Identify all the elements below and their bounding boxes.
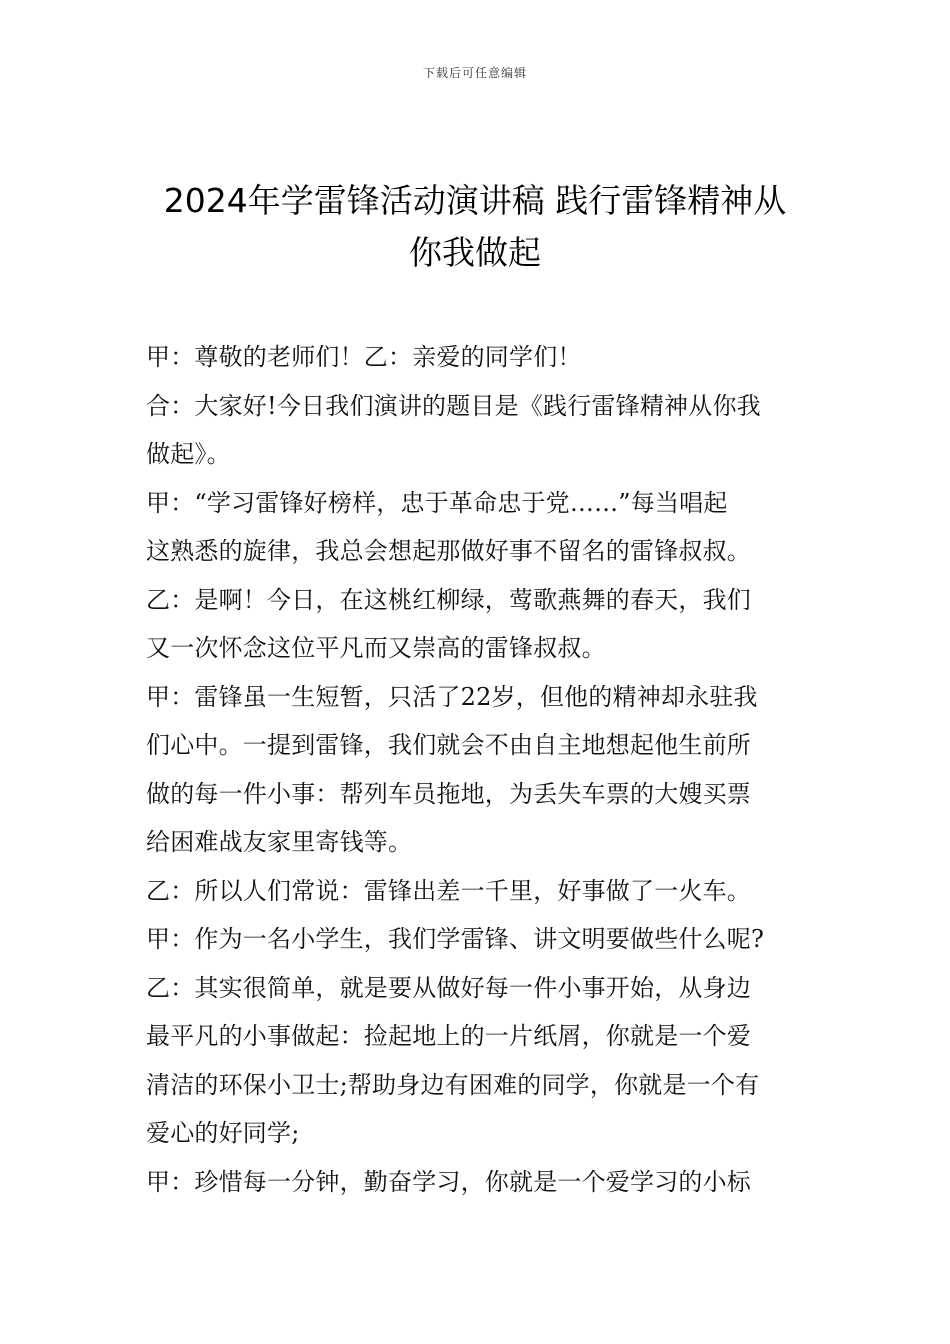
document-body [146,333,816,1206]
text-line: 最平凡的小事做起：捡起地上的一片纸屑，你就是一个爱 [146,1022,751,1050]
text-line: 乙：其实很简单，就是要从做好每一件小事开始，从身边 [146,973,751,1002]
text-line: 爱心的好同学; [146,1119,300,1147]
text-line: 给困难战友家里寄钱等。 [146,828,413,856]
text-line: 又一次怀念这位平凡而又崇高的雷锋叔叔。 [146,634,606,662]
text-line: 甲：珍惜每一分钟，勤奋学习，你就是一个爱学习的小标 [146,1167,751,1196]
text-line: 们心中。一提到雷锋，我们就会不由自主地想起他生前所 [146,731,751,759]
text-line: 乙：所以人们常说：雷锋出差一千里，好事做了一火车。 [146,876,751,905]
text-line: 乙：是啊！今日，在这桃红柳绿，莺歌燕舞的春天，我们 [146,585,751,614]
document-title [120,175,830,279]
text-line: 清洁的环保小卫士;帮助身边有困难的同学，你就是一个有 [146,1070,760,1099]
header-note: 下载后可任意编辑 [422,66,527,80]
text-line: 甲：雷锋虽一生短暂，只活了22岁，但他的精神却永驻我 [146,682,758,711]
title-line: 你我做起 [409,233,541,272]
text-line: 甲：“学习雷锋好榜样，忠于革命忠于党……”每当唱起 [146,488,728,517]
text-line: 甲：作为一名小学生，我们学雷锋、讲文明要做些什么呢? [146,925,765,953]
text-line: 这熟悉的旋律，我总会想起那做好事不留名的雷锋叔叔。 [146,537,751,565]
text-line: 做的每一件小事：帮列车员拖地，为丢失车票的大嫂买票 [146,779,751,808]
text-line: 合：大家好!今日我们演讲的题目是《践行雷锋精神从你我 [146,391,761,420]
title-line: 2024年学雷锋活动演讲稿 践行雷锋精神从 [163,181,787,220]
text-line: 甲：尊敬的老师们！乙：亲爱的同学们！ [146,343,582,371]
text-line: 做起》。 [146,440,231,468]
